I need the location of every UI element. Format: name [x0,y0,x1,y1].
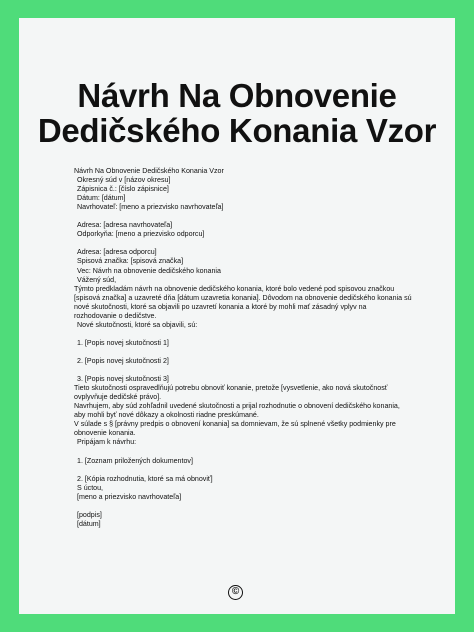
document-card [19,18,455,614]
document-line: rozhodovanie o dedičstve. [74,311,157,320]
document-line: 2. [Popis novej skutočnosti 2] [77,356,169,365]
document-line: Návrh Na Obnovenie Dedičského Konania Vzor [74,167,224,175]
blank-line [74,212,434,221]
blank-line [74,366,434,375]
document-line: Zápisnica č.: [číslo zápisnice] [77,185,169,194]
blank-line [74,502,434,511]
document-line: Spisová značka: [spisová značka] [77,257,184,266]
document-line: Pripájam k návrhu: [77,438,137,447]
document-line: nové skutočnosti, ktoré sa objavili po uzavretí konania a ktoré by mohli mať zásadný vplyv na [74,302,367,311]
blank-line [74,466,434,475]
document-line: Nové skutočnosti, ktoré sa objavili, sú: [77,320,198,329]
document-line: 1. [Zoznam priložených dokumentov] [77,456,193,465]
document-line: aby mohli byť nové dôkazy a okolnosti riadne preskúmané. [74,411,259,420]
blank-line [74,239,434,248]
copyright-icon: © [228,585,243,600]
document-line: [dátum] [77,519,101,528]
document-line: Adresa: [adresa navrhovateľa] [77,221,173,230]
document-line: [podpis] [77,510,102,519]
document-line: [meno a priezvisko navrhovateľa] [77,492,182,501]
document-line: Dátum: [dátum] [77,194,126,203]
document-line: V súlade s § [právny predpis o obnovení konania] sa domnievam, že sú splnené všetky podmienky pre [74,420,396,429]
document-line: Okresný súd v [názov okresu] [77,176,171,185]
document-line: 1. [Popis novej skutočnosti 1] [77,338,169,347]
document-line: obnovenie konania. [74,429,136,438]
blank-line [74,447,434,456]
document-line: Navrhovateľ: [meno a priezvisko navrhovateľa] [77,203,224,212]
document-line: Tieto skutočnosti ospravedlňujú potrebu obnoviť konanie, pretože [vysvetlenie, ako nová skutočnosť [74,384,388,393]
document-line: S úctou, [77,483,104,492]
blank-line [74,348,434,357]
document-line: Navrhujem, aby súd zohľadnil uvedené skutočnosti a prijal rozhodnutie o obnovení dedičského konania, [74,402,400,411]
page-title [19,78,455,148]
document-line: Týmto predkladám návrh na obnovenie dedičského konania, ktoré bolo vedené pod spisovou značkou [74,284,395,293]
document-line: ovplyvňuje dedičské právo]. [74,393,162,402]
title-line-1: Návrh Na Obnovenie [77,77,397,114]
document-line: Vec: Návrh na obnovenie dedičského konania [77,266,221,275]
title-line-2: Dedičského Konania Vzor [37,112,437,149]
blank-line [74,330,434,339]
document-line: Odporkyňa: [meno a priezvisko odporcu] [77,230,205,239]
document-line: 2. [Kópia rozhodnutia, ktoré sa má obnoviť] [77,474,213,483]
document-line: Adresa: [adresa odporcu] [77,248,157,257]
document-line: Vážený súd, [77,275,117,284]
document-line: 3. [Popis novej skutočnosti 3] [77,375,169,384]
document-body [74,167,434,529]
document-line: [spisová značka] a uzavreté dňa [dátum uzavretia konania]. Dôvodom na obnovenie dedičského konania sú [74,293,412,302]
